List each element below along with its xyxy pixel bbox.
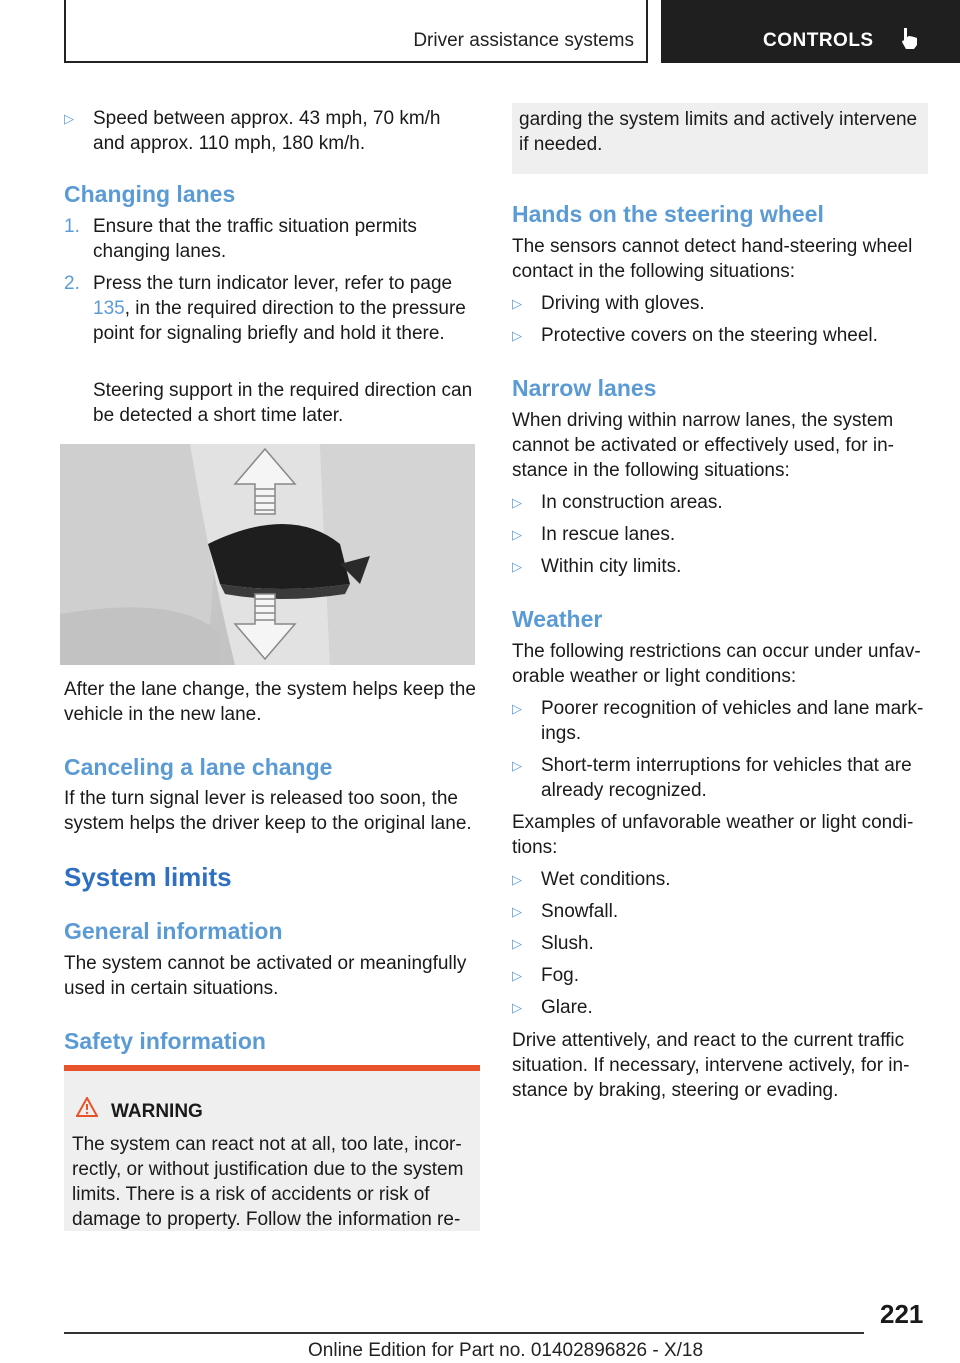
- step-text: [93, 271, 481, 346]
- bullet-triangle-icon: ▷: [64, 111, 74, 126]
- bullet-triangle-icon: ▷: [512, 904, 522, 919]
- warning-triangle-icon: [76, 1097, 98, 1117]
- bullet-triangle-icon: ▷: [512, 968, 522, 983]
- heading-narrow-lanes: Narrow lanes: [512, 375, 657, 401]
- paragraph: The system cannot be activated or meaningfully used in certain situations.: [64, 953, 467, 999]
- warning-text-continued: garding the system limits and actively intervene if needed.: [519, 109, 918, 155]
- bullet-text: Speed between approx. 43 mph, 70 km/h and approx. 110 mph, 180 km/h.: [93, 108, 441, 154]
- step-note: Steering support in the required direction can be detected a short time later.: [93, 380, 473, 426]
- bullet-text: Slush.: [541, 933, 594, 954]
- bullet-text: Protective covers on the steering wheel.: [541, 325, 878, 346]
- bullet-text: Glare.: [541, 997, 593, 1018]
- footer-divider: [64, 1332, 864, 1334]
- header-section-tab: [64, 0, 648, 63]
- bullet-text: Short-term interruptions for vehicles that are already recognized.: [541, 755, 912, 801]
- bullet-triangle-icon: ▷: [512, 296, 522, 311]
- lever-illustration: [60, 444, 475, 665]
- step-number: 1.: [64, 216, 80, 237]
- bullet-triangle-icon: ▷: [512, 328, 522, 343]
- bullet-triangle-icon: ▷: [512, 872, 522, 887]
- heading-weather: Weather: [512, 606, 603, 632]
- bullet-text: Poorer recognition of vehicles and lane mark-ings.: [541, 698, 924, 744]
- warning-box-continued: [512, 103, 928, 174]
- heading-hands-on-steering-wheel: Hands on the steering wheel: [512, 201, 824, 227]
- bullet-triangle-icon: ▷: [512, 758, 522, 773]
- heading-changing-lanes: Changing lanes: [64, 181, 236, 207]
- heading-general-information: General information: [64, 918, 283, 944]
- bullet-text: Snowfall.: [541, 901, 619, 922]
- chapter-title: CONTROLS: [763, 30, 874, 51]
- header-chapter-tab: [661, 0, 960, 63]
- page-number: 221: [880, 1299, 924, 1329]
- paragraph: When driving within narrow lanes, the system cannot be activated or effectively used, for in-stance in the following situations:: [512, 410, 894, 481]
- section-title: Driver assistance systems: [413, 30, 634, 51]
- paragraph: Examples of unfavorable weather or light condi-tions:: [512, 812, 914, 858]
- heading-safety-information: Safety information: [64, 1028, 266, 1054]
- heading-canceling-lane-change: Canceling a lane change: [64, 754, 333, 780]
- bullet-triangle-icon: ▷: [512, 701, 522, 716]
- step-text: Ensure that the traffic situation permits changing lanes.: [93, 216, 417, 262]
- hand-pointer-icon: [899, 26, 921, 50]
- paragraph: Drive attentively, and react to the current traffic situation. If necessary, intervene actively, for in-stance by braking, steering or evading.: [512, 1030, 910, 1101]
- page-link[interactable]: 135: [93, 298, 125, 319]
- step-text-part: Press the turn indicator lever, refer to page: [93, 273, 453, 294]
- bullet-text: Fog.: [541, 965, 580, 986]
- bullet-text: In construction areas.: [541, 492, 723, 513]
- bullet-triangle-icon: ▷: [512, 527, 522, 542]
- warning-text: The system can react not at all, too late, incor-rectly, or without justification due to the system limits. There is a risk of accidents or risk of damage to property. Follow the information re-: [72, 1134, 464, 1230]
- paragraph: If the turn signal lever is released too soon, the system helps the driver keep to the original lane.: [64, 788, 472, 834]
- step-number: 2.: [64, 273, 80, 294]
- footer-edition: Online Edition for Part no. 01402896826 - X/18: [308, 1340, 704, 1361]
- bullet-triangle-icon: ▷: [512, 495, 522, 510]
- warning-title: WARNING: [111, 1101, 203, 1122]
- step-text-part: , in the required direction to the pressure point for signaling briefly and hold it there.: [93, 298, 466, 344]
- paragraph: After the lane change, the system helps keep the vehicle in the new lane.: [64, 679, 476, 725]
- bullet-text: Wet conditions.: [541, 869, 671, 890]
- bullet-text: Within city limits.: [541, 556, 682, 577]
- bullet-triangle-icon: ▷: [512, 559, 522, 574]
- paragraph: The sensors cannot detect hand-steering wheel contact in the following situations:: [512, 236, 913, 282]
- paragraph: The following restrictions can occur under unfav-orable weather or light conditions:: [512, 641, 921, 687]
- bullet-triangle-icon: ▷: [512, 936, 522, 951]
- heading-system-limits: System limits: [64, 862, 232, 892]
- turn-indicator-lever-image: [60, 444, 475, 665]
- warning-box: [64, 1065, 480, 1231]
- bullet-triangle-icon: ▷: [512, 1000, 522, 1015]
- bullet-text: Driving with gloves.: [541, 293, 705, 314]
- bullet-text: In rescue lanes.: [541, 524, 676, 545]
